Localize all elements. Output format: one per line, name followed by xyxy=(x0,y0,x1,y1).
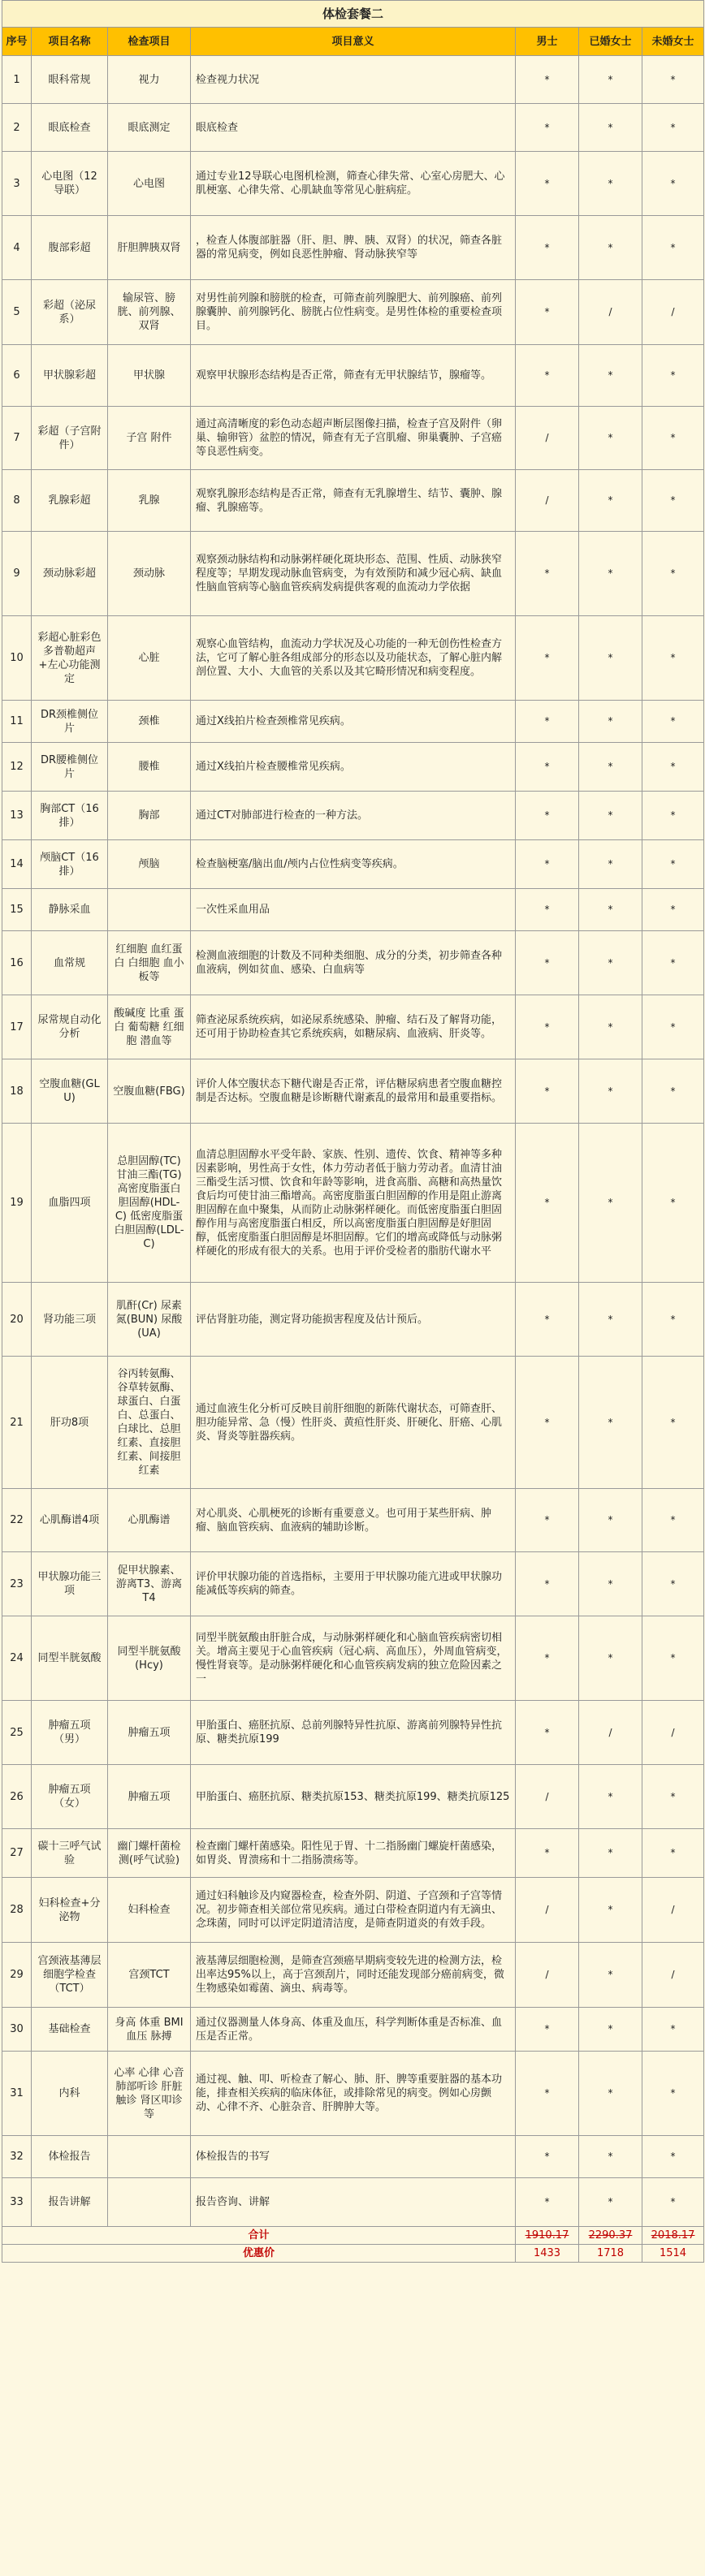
unmarried-female-mark: * xyxy=(642,1059,704,1124)
married-female-mark: * xyxy=(579,216,642,280)
check-items: 肌酐(Cr) 尿素氮(BUN) 尿酸(UA) xyxy=(108,1283,191,1357)
check-items: 总胆固醇(TC) 甘油三酯(TG) 高密度脂蛋白胆固醇(HDL-C) 低密度脂蛋白胆固醇(LDL-C) xyxy=(108,1124,191,1283)
table-row xyxy=(2,995,704,1059)
item-meaning: 评价甲状腺功能的首选指标，主要用于甲状腺功能亢进或甲状腺功能减低等疾病的筛查。 xyxy=(191,1552,516,1616)
unmarried-female-mark: * xyxy=(642,1357,704,1489)
table-row xyxy=(2,1878,704,1943)
married-female-mark: * xyxy=(579,104,642,152)
male-mark: * xyxy=(516,1357,579,1489)
married-female-mark: * xyxy=(579,407,642,470)
check-items: 心率 心律 心音 肺部听诊 肝脏触诊 肾区叩诊等 xyxy=(108,2052,191,2136)
check-items: 肝胆脾胰双肾 xyxy=(108,216,191,280)
row-number: 10 xyxy=(2,616,32,701)
unmarried-female-mark: * xyxy=(642,889,704,931)
item-meaning: 通过高清晰度的彩色动态超声断层图像扫描，检查子宫及附件（卵巢、输卵管）盆腔的情况，筛查有无子宫肌瘤、卵巢囊肿、子宫癌等良恶性病变。 xyxy=(191,407,516,470)
discount-unmarried: 1514 xyxy=(642,2245,704,2263)
item-name: 颅脑CT（16排） xyxy=(32,840,108,889)
married-female-mark: * xyxy=(579,1124,642,1283)
package-table xyxy=(2,0,704,2263)
header-married-female: 已婚女士 xyxy=(579,28,642,56)
unmarried-female-mark: * xyxy=(642,743,704,792)
unmarried-female-mark: * xyxy=(642,345,704,407)
male-mark: * xyxy=(516,1701,579,1765)
check-items: 视力 xyxy=(108,56,191,104)
item-name: 宫颈液基薄层细胞学检查（TCT） xyxy=(32,1943,108,2008)
package-title: 体检套餐二 xyxy=(2,1,704,28)
unmarried-female-mark: * xyxy=(642,2008,704,2052)
item-meaning: 对男性前列腺和膀胱的检查，可筛查前列腺肥大、前列腺癌、前列腺囊肿、前列腺钙化、膀胱占位性病变。是男性体检的重要检查项目。 xyxy=(191,280,516,345)
check-items: 子宫 附件 xyxy=(108,407,191,470)
item-name: 眼科常规 xyxy=(32,56,108,104)
check-items: 腰椎 xyxy=(108,743,191,792)
item-name: 甲状腺功能三项 xyxy=(32,1552,108,1616)
married-female-mark: * xyxy=(579,1283,642,1357)
total-unmarried: 2018.17 xyxy=(642,2227,704,2245)
male-mark: * xyxy=(516,889,579,931)
item-meaning: 通过X线拍片检查颈椎常见疾病。 xyxy=(191,701,516,743)
married-female-mark: * xyxy=(579,345,642,407)
item-meaning: 评价人体空腹状态下糖代谢是否正常，评估糖尿病患者空腹血糖控制是否达标。空腹血糖是诊断糖代谢紊乱的最常用和最重要指标。 xyxy=(191,1059,516,1124)
table-row xyxy=(2,216,704,280)
item-meaning: 通过仪器测量人体身高、体重及血压，科学判断体重是否标准、血压是否正常。 xyxy=(191,2008,516,2052)
check-items xyxy=(108,889,191,931)
row-number: 6 xyxy=(2,345,32,407)
table-row xyxy=(2,532,704,616)
unmarried-female-mark: * xyxy=(642,995,704,1059)
unmarried-female-mark: * xyxy=(642,2052,704,2136)
row-number: 33 xyxy=(2,2178,32,2227)
male-mark: * xyxy=(516,840,579,889)
row-number: 25 xyxy=(2,1701,32,1765)
married-female-mark: * xyxy=(579,931,642,995)
row-number: 4 xyxy=(2,216,32,280)
table-row xyxy=(2,2178,704,2227)
row-number: 20 xyxy=(2,1283,32,1357)
table-row xyxy=(2,2136,704,2178)
unmarried-female-mark: * xyxy=(642,2136,704,2178)
item-meaning: 同型半胱氨酸由肝脏合成，与动脉粥样硬化和心脑血管疾病密切相关。增高主要见于心血管疾病（冠心病、高血压），外周血管病变，慢性肾衰等。是动脉粥样硬化和心血管疾病发病的独立危险因素之一 xyxy=(191,1616,516,1701)
item-name: 甲状腺彩超 xyxy=(32,345,108,407)
unmarried-female-mark: * xyxy=(642,152,704,216)
married-female-mark: * xyxy=(579,1878,642,1943)
married-female-mark: * xyxy=(579,616,642,701)
unmarried-female-mark: * xyxy=(642,701,704,743)
item-meaning: ，检查人体腹部脏器（肝、胆、脾、胰、双肾）的状况，筛查各脏器的常见病变，例如良恶性肿瘤、肾动脉狭窄等 xyxy=(191,216,516,280)
item-name: 基础检查 xyxy=(32,2008,108,2052)
table-row xyxy=(2,1283,704,1357)
male-mark: / xyxy=(516,470,579,532)
unmarried-female-mark: * xyxy=(642,2178,704,2227)
item-meaning: 观察颈动脉结构和动脉粥样硬化斑块形态、范围、性质、动脉狭窄程度等；早期发现动脉血管病变，为有效预防和减少冠心病、缺血性脑血管病等心脑血管疾病发病提供客观的血流动力学依据 xyxy=(191,532,516,616)
male-mark: * xyxy=(516,743,579,792)
table-row xyxy=(2,470,704,532)
married-female-mark: * xyxy=(579,1357,642,1489)
row-number: 16 xyxy=(2,931,32,995)
check-items xyxy=(108,2178,191,2227)
table-row xyxy=(2,345,704,407)
check-items: 幽门螺杆菌检测(呼气试验) xyxy=(108,1829,191,1878)
item-name: 胸部CT（16排） xyxy=(32,792,108,840)
unmarried-female-mark: * xyxy=(642,532,704,616)
item-name: 彩超（子宫附件） xyxy=(32,407,108,470)
item-meaning: 观察甲状腺形态结构是否正常，筛查有无甲状腺结节，腺瘤等。 xyxy=(191,345,516,407)
male-mark: * xyxy=(516,56,579,104)
table-row xyxy=(2,407,704,470)
item-name: 内科 xyxy=(32,2052,108,2136)
male-mark: * xyxy=(516,1829,579,1878)
item-name: 彩超心脏彩色多普勒超声+左心功能测定 xyxy=(32,616,108,701)
row-number: 17 xyxy=(2,995,32,1059)
header-no: 序号 xyxy=(2,28,32,56)
married-female-mark: * xyxy=(579,56,642,104)
item-name: 尿常规自动化分析 xyxy=(32,995,108,1059)
total-male: 1910.17 xyxy=(516,2227,579,2245)
row-number: 8 xyxy=(2,470,32,532)
male-mark: * xyxy=(516,1124,579,1283)
table-row xyxy=(2,104,704,152)
item-name: 肿瘤五项（男） xyxy=(32,1701,108,1765)
item-name: 同型半胱氨酸 xyxy=(32,1616,108,1701)
item-meaning: 一次性采血用品 xyxy=(191,889,516,931)
unmarried-female-mark: / xyxy=(642,1943,704,2008)
item-name: 体检报告 xyxy=(32,2136,108,2178)
item-name: 空腹血糖(GLU) xyxy=(32,1059,108,1124)
item-meaning: 甲胎蛋白、癌胚抗原、糖类抗原153、糖类抗原199、糖类抗原125 xyxy=(191,1765,516,1829)
row-number: 11 xyxy=(2,701,32,743)
check-items: 空腹血糖(FBG) xyxy=(108,1059,191,1124)
check-items xyxy=(108,2136,191,2178)
item-meaning: 评估肾脏功能，测定肾功能损害程度及估计预后。 xyxy=(191,1283,516,1357)
check-items: 酸碱度 比重 蛋白 葡萄糖 红细胞 潜血等 xyxy=(108,995,191,1059)
row-number: 26 xyxy=(2,1765,32,1829)
male-mark: * xyxy=(516,1552,579,1616)
unmarried-female-mark: * xyxy=(642,1283,704,1357)
item-name: DR颈椎侧位片 xyxy=(32,701,108,743)
unmarried-female-mark: * xyxy=(642,1616,704,1701)
table-row xyxy=(2,152,704,216)
item-name: 血脂四项 xyxy=(32,1124,108,1283)
table-row xyxy=(2,743,704,792)
table-row xyxy=(2,1124,704,1283)
unmarried-female-mark: * xyxy=(642,1124,704,1283)
row-number: 19 xyxy=(2,1124,32,1283)
item-meaning: 通过视、触、叩、听检查了解心、肺、肝、脾等重要脏器的基本功能，排查相关疾病的临床体征，或排除常见的病变。例如心房颤动、心律不齐、心脏杂音、肝脾肿大等。 xyxy=(191,2052,516,2136)
unmarried-female-mark: / xyxy=(642,1701,704,1765)
married-female-mark: * xyxy=(579,1059,642,1124)
row-number: 18 xyxy=(2,1059,32,1124)
row-number: 31 xyxy=(2,2052,32,2136)
total-married: 2290.37 xyxy=(579,2227,642,2245)
male-mark: * xyxy=(516,792,579,840)
unmarried-female-mark: * xyxy=(642,470,704,532)
item-name: 肝功8项 xyxy=(32,1357,108,1489)
discount-label: 优惠价 xyxy=(2,2245,516,2263)
item-name: 乳腺彩超 xyxy=(32,470,108,532)
item-meaning: 通过CT对肺部进行检查的一种方法。 xyxy=(191,792,516,840)
row-number: 22 xyxy=(2,1489,32,1552)
item-name: 眼底检查 xyxy=(32,104,108,152)
check-items: 颈椎 xyxy=(108,701,191,743)
header-name: 项目名称 xyxy=(32,28,108,56)
unmarried-female-mark: * xyxy=(642,840,704,889)
check-items: 促甲状腺素、游离T3、游离T4 xyxy=(108,1552,191,1616)
check-items: 颅脑 xyxy=(108,840,191,889)
item-name: 颈动脉彩超 xyxy=(32,532,108,616)
married-female-mark: * xyxy=(579,1616,642,1701)
item-meaning: 血清总胆固醇水平受年龄、家族、性别、遗传、饮食、精神等多种因素影响，男性高于女性，体力劳动者低于脑力劳动者。血清甘油三酯受生活习惯、饮食和年龄等影响，进食高脂、高糖和高热量饮食后均可使甘油三酯增高。高密度脂蛋白胆固醇的作用是阻止游离胆固醇在血中聚集，从而防止动脉粥样硬化。而低密度脂蛋白胆固醇作用与高密度脂蛋白相反，所以高密度脂蛋白胆固醇是好胆固醇，低密度脂蛋白胆固醇是坏胆固醇。它们的增高或降低与动脉粥样硬化的形成有很大的关系。也用于评价受检者的脂肪代谢水平 xyxy=(191,1124,516,1283)
male-mark: * xyxy=(516,104,579,152)
check-items: 心脏 xyxy=(108,616,191,701)
table-row xyxy=(2,2052,704,2136)
married-female-mark: / xyxy=(579,1701,642,1765)
married-female-mark: * xyxy=(579,2052,642,2136)
check-items: 肿瘤五项 xyxy=(108,1701,191,1765)
male-mark: * xyxy=(516,152,579,216)
unmarried-female-mark: * xyxy=(642,216,704,280)
row-number: 27 xyxy=(2,1829,32,1878)
row-number: 1 xyxy=(2,56,32,104)
check-items: 心肌酶谱 xyxy=(108,1489,191,1552)
male-mark: * xyxy=(516,216,579,280)
male-mark: * xyxy=(516,1616,579,1701)
table-row xyxy=(2,889,704,931)
header-items: 检查项目 xyxy=(108,28,191,56)
married-female-mark: * xyxy=(579,532,642,616)
item-name: 碳十三呼气试验 xyxy=(32,1829,108,1878)
married-female-mark: * xyxy=(579,889,642,931)
male-mark: * xyxy=(516,1283,579,1357)
item-meaning: 通过X线拍片检查腰椎常见疾病。 xyxy=(191,743,516,792)
item-name: 报告讲解 xyxy=(32,2178,108,2227)
item-name: 静脉采血 xyxy=(32,889,108,931)
header-meaning: 项目意义 xyxy=(191,28,516,56)
male-mark: * xyxy=(516,1489,579,1552)
check-items: 胸部 xyxy=(108,792,191,840)
unmarried-female-mark: * xyxy=(642,931,704,995)
item-name: 肿瘤五项（女） xyxy=(32,1765,108,1829)
male-mark: / xyxy=(516,1878,579,1943)
male-mark: * xyxy=(516,280,579,345)
check-items: 甲状腺 xyxy=(108,345,191,407)
married-female-mark: * xyxy=(579,792,642,840)
male-mark: * xyxy=(516,532,579,616)
item-meaning: 筛查泌尿系统疾病，如泌尿系统感染、肿瘤、结石及了解肾功能，还可用于协助检查其它系统疾病，如糖尿病、血液病、肝炎等。 xyxy=(191,995,516,1059)
row-number: 12 xyxy=(2,743,32,792)
unmarried-female-mark: * xyxy=(642,56,704,104)
item-meaning: 液基薄层细胞检测，是筛查宫颈癌早期病变较先进的检测方法，检出率达95%以上，高于宫颈刮片，同时还能发现部分癌前病变，微生物感染如霉菌、滴虫、病毒等。 xyxy=(191,1943,516,2008)
item-name: 血常规 xyxy=(32,931,108,995)
item-meaning: 体检报告的书写 xyxy=(191,2136,516,2178)
item-meaning: 检查视力状况 xyxy=(191,56,516,104)
item-name: 妇科检查+分泌物 xyxy=(32,1878,108,1943)
check-items: 乳腺 xyxy=(108,470,191,532)
item-meaning: 报告咨询、讲解 xyxy=(191,2178,516,2227)
item-meaning: 甲胎蛋白、癌胚抗原、总前列腺特异性抗原、游离前列腺特异性抗原、糖类抗原199 xyxy=(191,1701,516,1765)
item-meaning: 对心肌炎、心肌梗死的诊断有重要意义。也可用于某些肝病、肿瘤、脑血管疾病、血液病的辅助诊断。 xyxy=(191,1489,516,1552)
male-mark: * xyxy=(516,345,579,407)
check-items: 红细胞 血红蛋白 白细胞 血小板等 xyxy=(108,931,191,995)
header-row xyxy=(2,28,704,56)
row-number: 2 xyxy=(2,104,32,152)
row-number: 9 xyxy=(2,532,32,616)
item-name: 彩超（泌尿系） xyxy=(32,280,108,345)
check-items: 宫颈TCT xyxy=(108,1943,191,2008)
male-mark: / xyxy=(516,1765,579,1829)
married-female-mark: * xyxy=(579,1489,642,1552)
table-row xyxy=(2,616,704,701)
discount-male: 1433 xyxy=(516,2245,579,2263)
male-mark: / xyxy=(516,1943,579,2008)
header-unmarried-female: 未婚女士 xyxy=(642,28,704,56)
item-name: 心电图（12导联） xyxy=(32,152,108,216)
row-number: 13 xyxy=(2,792,32,840)
item-meaning: 通过妇科触诊及内窥器检查，检查外阴、阴道、子宫颈和子宫等情况。初步筛查相关部位常见疾病。通过白带检查阴道内有无滴虫、念珠菌，同时可以评定阴道清洁度，是筛查阴道炎的有效手段。 xyxy=(191,1878,516,1943)
married-female-mark: * xyxy=(579,1829,642,1878)
male-mark: * xyxy=(516,2008,579,2052)
discount-row xyxy=(2,2245,704,2263)
married-female-mark: * xyxy=(579,470,642,532)
row-number: 28 xyxy=(2,1878,32,1943)
married-female-mark: * xyxy=(579,701,642,743)
unmarried-female-mark: * xyxy=(642,1552,704,1616)
row-number: 7 xyxy=(2,407,32,470)
unmarried-female-mark: * xyxy=(642,616,704,701)
table-row xyxy=(2,1701,704,1765)
check-items: 身高 体重 BMI 血压 脉搏 xyxy=(108,2008,191,2052)
check-items: 妇科检查 xyxy=(108,1878,191,1943)
married-female-mark: * xyxy=(579,995,642,1059)
row-number: 21 xyxy=(2,1357,32,1489)
table-row xyxy=(2,1489,704,1552)
unmarried-female-mark: * xyxy=(642,1829,704,1878)
row-number: 24 xyxy=(2,1616,32,1701)
item-name: 肾功能三项 xyxy=(32,1283,108,1357)
married-female-mark: * xyxy=(579,2178,642,2227)
table-row xyxy=(2,792,704,840)
male-mark: * xyxy=(516,995,579,1059)
table-row xyxy=(2,931,704,995)
unmarried-female-mark: * xyxy=(642,792,704,840)
item-meaning: 通过血液生化分析可反映目前肝细胞的新陈代谢状态，可筛查肝、胆功能异常、急（慢）性肝炎、黄疸性肝炎、肝硬化、肝癌、心肌炎、肾炎等脏器疾病。 xyxy=(191,1357,516,1489)
married-female-mark: / xyxy=(579,280,642,345)
item-meaning: 检查脑梗塞/脑出血/颅内占位性病变等疾病。 xyxy=(191,840,516,889)
male-mark: / xyxy=(516,407,579,470)
table-row xyxy=(2,701,704,743)
table-row xyxy=(2,1552,704,1616)
item-meaning: 观察心血管结构，血流动力学状况及心功能的一种无创伤性检查方法，它可了解心脏各组成部分的形态以及功能状态，了解心脏内解剖位置、大小、大血管的关系以及其它畸形情况和病变程度。 xyxy=(191,616,516,701)
table-row xyxy=(2,2008,704,2052)
item-meaning: 眼底检查 xyxy=(191,104,516,152)
male-mark: * xyxy=(516,701,579,743)
male-mark: * xyxy=(516,931,579,995)
item-name: 心肌酶谱4项 xyxy=(32,1489,108,1552)
check-items: 输尿管、膀胱、前列腺、双肾 xyxy=(108,280,191,345)
check-items: 同型半胱氨酸(Hcy) xyxy=(108,1616,191,1701)
married-female-mark: * xyxy=(579,1943,642,2008)
table-row xyxy=(2,840,704,889)
married-female-mark: * xyxy=(579,743,642,792)
item-name: 腹部彩超 xyxy=(32,216,108,280)
table-row xyxy=(2,1616,704,1701)
total-label: 合计 xyxy=(2,2227,516,2245)
discount-married: 1718 xyxy=(579,2245,642,2263)
table-row xyxy=(2,1765,704,1829)
row-number: 14 xyxy=(2,840,32,889)
check-items: 肿瘤五项 xyxy=(108,1765,191,1829)
item-meaning: 观察乳腺形态结构是否正常，筛查有无乳腺增生、结节、囊肿、腺瘤、乳腺癌等。 xyxy=(191,470,516,532)
married-female-mark: * xyxy=(579,1552,642,1616)
row-number: 23 xyxy=(2,1552,32,1616)
check-items: 眼底测定 xyxy=(108,104,191,152)
unmarried-female-mark: * xyxy=(642,1489,704,1552)
check-items: 谷丙转氨酶、谷草转氨酶、球蛋白、白蛋白、总蛋白、白球比、总胆红素、直接胆红素、间接胆红素 xyxy=(108,1357,191,1489)
table-row xyxy=(2,1059,704,1124)
unmarried-female-mark: / xyxy=(642,1878,704,1943)
table-row xyxy=(2,1357,704,1489)
item-meaning: 检查幽门螺杆菌感染。阳性见于胃、十二指肠幽门螺旋杆菌感染，如胃炎、胃溃疡和十二指肠溃疡等。 xyxy=(191,1829,516,1878)
male-mark: * xyxy=(516,1059,579,1124)
married-female-mark: * xyxy=(579,1765,642,1829)
row-number: 30 xyxy=(2,2008,32,2052)
row-number: 32 xyxy=(2,2136,32,2178)
header-male: 男士 xyxy=(516,28,579,56)
married-female-mark: * xyxy=(579,2136,642,2178)
unmarried-female-mark: / xyxy=(642,280,704,345)
unmarried-female-mark: * xyxy=(642,1765,704,1829)
male-mark: * xyxy=(516,2052,579,2136)
married-female-mark: * xyxy=(579,2008,642,2052)
married-female-mark: * xyxy=(579,152,642,216)
check-items: 心电图 xyxy=(108,152,191,216)
total-row xyxy=(2,2227,704,2245)
row-number: 3 xyxy=(2,152,32,216)
row-number: 29 xyxy=(2,1943,32,2008)
table-row xyxy=(2,280,704,345)
row-number: 15 xyxy=(2,889,32,931)
check-items: 颈动脉 xyxy=(108,532,191,616)
row-number: 5 xyxy=(2,280,32,345)
item-name: DR腰椎侧位片 xyxy=(32,743,108,792)
item-meaning: 检测血液细胞的计数及不同种类细胞、成分的分类，初步筛查各种血液病，例如贫血、感染、白血病等 xyxy=(191,931,516,995)
table-row xyxy=(2,56,704,104)
married-female-mark: * xyxy=(579,840,642,889)
table-row xyxy=(2,1943,704,2008)
male-mark: * xyxy=(516,2178,579,2227)
table-row xyxy=(2,1829,704,1878)
male-mark: * xyxy=(516,616,579,701)
unmarried-female-mark: * xyxy=(642,407,704,470)
male-mark: * xyxy=(516,2136,579,2178)
item-meaning: 通过专业12导联心电图机检测，筛查心律失常、心室心房肥大、心肌梗塞、心律失常、心肌缺血等常见心脏病症。 xyxy=(191,152,516,216)
unmarried-female-mark: * xyxy=(642,104,704,152)
